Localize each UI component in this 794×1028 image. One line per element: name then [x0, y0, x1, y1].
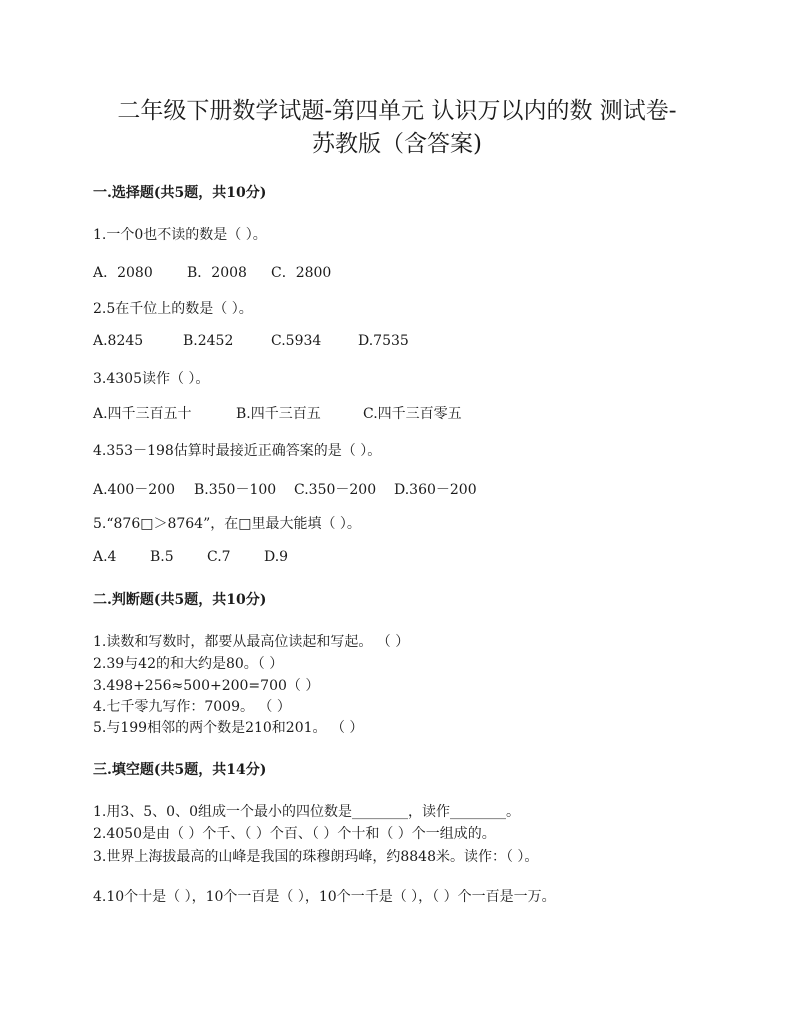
option: B.350－100: [194, 482, 277, 498]
option: A.400－200: [93, 482, 176, 498]
question-3-2: 2.4050是由（ ）个千、（ ）个百、（ ）个十和（ ）个一组成的。: [93, 826, 496, 842]
question-1-4: 4.353－198估算时最接近正确答案的是（ ）。: [93, 443, 382, 459]
option: A．2080: [93, 265, 153, 281]
option: C.7: [207, 549, 231, 565]
question-3-4: 4.10个十是（ ），10个一百是（ ），10个一千是（ ），（ ）个一百是一万。: [93, 889, 556, 905]
option: B．2008: [187, 265, 247, 281]
question-1-5: 5.“876□＞8764”，在□里最大能填（ ）。: [93, 516, 361, 532]
question-1-1: 1.一个0也不读的数是（ ）。: [93, 227, 267, 243]
page-title-line2: 苏教版（含答案): [312, 131, 482, 157]
section-heading-judgement: 二.判断题(共5题，共10分): [93, 592, 267, 608]
page-title-line1: 二年级下册数学试题-第四单元 认识万以内的数 测试卷-: [117, 98, 677, 124]
question-3-3: 3.世界上海拔最高的山峰是我国的珠穆朗玛峰，约8848米。读作：（ ）。: [93, 849, 539, 865]
option: D.9: [264, 549, 289, 565]
option: A.四千三百五十: [93, 406, 192, 422]
option: C．2800: [271, 265, 332, 281]
question-2-1: 1.读数和写数时，都要从最高位读起和写起。 （ ）: [93, 634, 410, 650]
option: B.四千三百五: [236, 406, 321, 422]
option: C.350－200: [294, 482, 377, 498]
question-2-2: 2.39与42的和大约是80。（ ）: [93, 656, 284, 672]
option: C.5934: [271, 333, 322, 349]
question-2-3: 3.498+256≈500+200=700（ ）: [93, 678, 320, 694]
section-heading-choice: 一.选择题(共5题，共10分): [93, 185, 267, 201]
option: B.2452: [183, 333, 234, 349]
question-2-5: 5.与199相邻的两个数是210和201。 （ ）: [93, 720, 364, 736]
question-3-1: 1.用3、5、0、0组成一个最小的四位数是________，读作________。: [93, 804, 520, 820]
option: A.8245: [93, 333, 144, 349]
question-2-4: 4.七千零九写作：7009。 （ ）: [93, 699, 291, 715]
question-1-3: 3.4305读作（ ）。: [93, 371, 210, 387]
section-heading-fill-in: 三.填空题(共5题，共14分): [93, 762, 267, 778]
option: D.360－200: [394, 482, 477, 498]
option: D.7535: [358, 333, 409, 349]
option: C.四千三百零五: [363, 406, 462, 422]
question-1-2: 2.5在千位上的数是（ ）。: [93, 301, 253, 317]
option: B.5: [150, 549, 174, 565]
option: A.4: [93, 549, 117, 565]
